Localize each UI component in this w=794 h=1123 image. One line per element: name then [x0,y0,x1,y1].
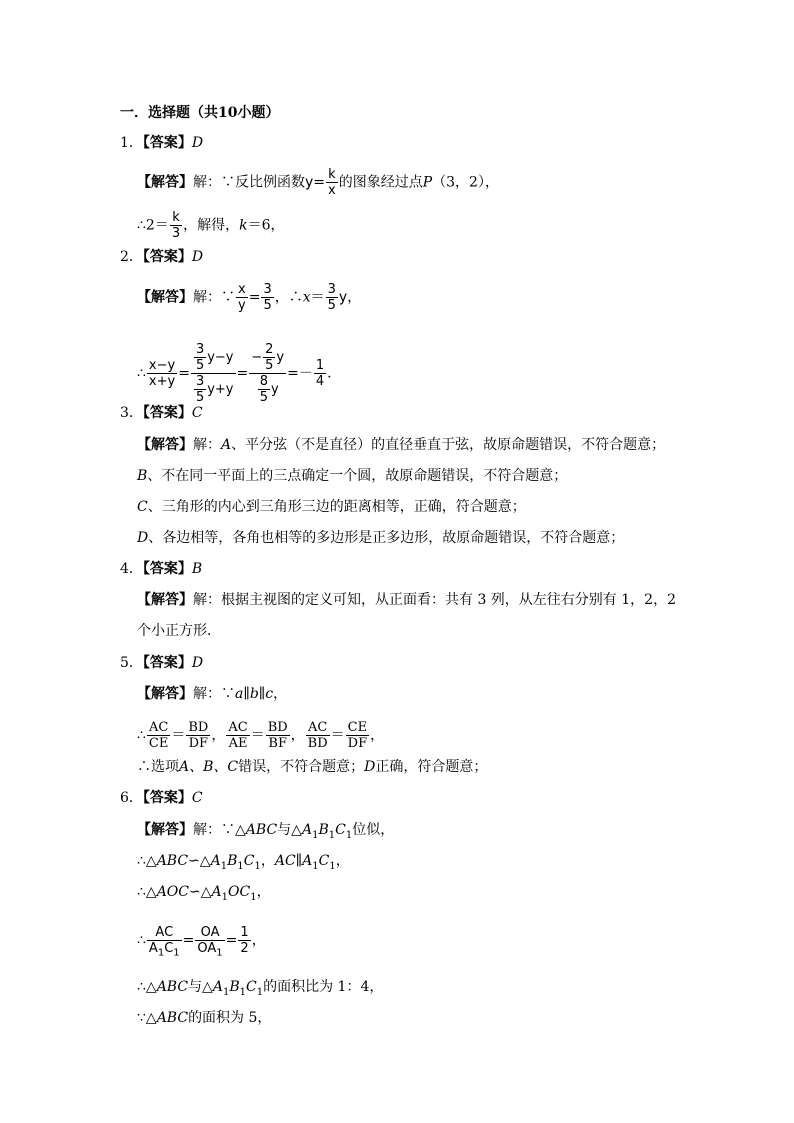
denominator [191,374,236,405]
question-number: 4． [120,561,143,577]
subscript: 1 [312,829,319,841]
numerator: AC [306,720,330,736]
answer-label: 【答案】 [142,405,192,421]
answer-label: 【答案】 [142,790,192,806]
question-3-solution-b [137,466,567,486]
text: ∵△ [137,1010,157,1026]
subscript: 1 [221,891,228,903]
fraction [258,374,270,405]
fraction [236,282,248,313]
numerator: AC [147,925,182,941]
answer-label: 【答案】 [142,135,192,151]
question-2-solution-line-2 [137,342,332,405]
text: 的图象经过点 [338,174,423,191]
vertex: C [246,979,257,995]
answer-value: B [191,561,203,577]
question-6-solution-line-1 [137,820,394,840]
question-3-solution-a [137,435,665,455]
subscript: 1 [329,860,336,872]
fraction [266,720,290,751]
text: 、三角形的内心到三角形三边的距离相等，正确，符合题意； [147,499,526,515]
vertex: C [243,853,255,869]
numerator: BD [188,720,209,735]
numerator: BD [267,720,288,735]
fraction [226,720,249,751]
numerator: 3 [263,282,272,297]
numerator: x [238,282,246,297]
therefore-symbol: ∴ [137,365,146,382]
subscript: 1 [328,829,336,841]
text: 、各边相等，各角也相等的多边形是正多边形，故原命题错误，不符合题意； [148,530,625,546]
denominator: y [238,298,246,313]
subscript: 1 [237,860,244,872]
numerator: OA [195,925,224,941]
equals: = [225,932,238,949]
question-number: 1． [120,135,143,151]
numerator [191,342,236,374]
option-letters: A、B、C [179,759,239,775]
question-6-solution-line-5 [137,977,383,997]
text: ， [335,853,350,869]
answer-value: C [191,405,203,421]
option-letter: D [137,530,149,546]
text: ， [211,727,226,744]
math-text: y= [305,174,326,191]
answer-value: D [191,135,204,151]
similar-symbol: ∽△ [188,853,211,869]
numerator: 1 [240,925,249,940]
denominator: x+y [148,374,176,389]
numerator: k [326,167,338,183]
text: ∴△ [137,853,157,869]
subscript: 1 [216,947,223,959]
minus: − [251,350,263,365]
numerator: 8 [259,374,268,389]
denominator: 5 [263,298,272,313]
subscript: 1 [239,986,247,998]
question-6-solution-line-3 [137,882,271,902]
solution-label: 【解答】 [137,174,193,191]
question-1-solution-line-1 [137,167,499,198]
text: 解：根据主视图的定义可知，从正面看：共有 3 列，从左往右分别有 1，2，2 [193,592,676,608]
question-5-solution-line-1 [137,684,287,704]
text: 解：∵ [193,686,235,702]
solution-label: 【解答】 [137,592,193,608]
question-4-answer-line [120,559,202,579]
text: y [270,382,279,397]
question-number: 2． [120,249,143,265]
expression: a∥b∥c [235,686,274,702]
text: 解： [193,437,221,453]
fraction [314,358,326,389]
text: ， [290,727,305,744]
vertex: A [148,941,158,956]
text: ， [273,686,288,702]
subscript: 1 [173,947,180,959]
question-4-solution-line-2: 个小正方形． [137,623,221,639]
fraction [263,342,275,373]
segment: OA [197,941,217,956]
equals: = [248,289,261,306]
denominator: 2 [240,941,249,956]
equals: ＝ [330,727,345,744]
fraction [238,925,250,956]
equals: = [178,365,190,382]
fraction [261,282,273,313]
text: 正确，符合题意； [375,759,488,775]
denominator [147,941,182,959]
text: . [327,365,332,382]
numerator [249,342,286,374]
text: y [276,350,285,365]
question-1-solution-line-2 [137,210,285,241]
text: ∴△ [137,884,157,900]
vertex: A [301,822,313,838]
text: （3，2）， [432,174,499,191]
question-number: 3． [120,405,143,421]
vertex: C [318,853,330,869]
text: 的面积为 5， [188,1010,272,1026]
denominator: 3 [171,226,181,241]
text: ，∴ [274,289,303,306]
solution-label: 【解答】 [137,686,193,702]
subscript: 1 [222,986,230,998]
denominator: DF [188,736,209,751]
denominator: CE [148,736,169,751]
compound-fraction [191,342,236,405]
numerator: 3 [327,282,336,297]
numerator: AC [228,720,248,735]
point-label: P [422,174,433,191]
triangle-name: AOC [156,884,189,900]
fraction [186,720,210,751]
fraction [194,374,206,405]
question-number: 5． [120,655,143,671]
vertex: C [335,822,346,838]
answer-label: 【答案】 [142,249,192,265]
equals: =－ [287,365,313,382]
text: 位似， [352,822,395,838]
subscript: 1 [256,986,264,998]
triangle-name: ABC [156,853,189,869]
question-3-answer-line [120,403,203,423]
question-5-answer-line [120,653,203,673]
numerator: CE [346,720,369,736]
denominator: x [328,183,336,198]
variable: k [239,217,248,234]
vertex: B [229,979,240,995]
text: 解：∵反比例函数 [193,174,305,191]
denominator: 5 [195,390,205,405]
numerator: k [170,210,182,226]
numerator: 3 [195,342,205,357]
solution-label: 【解答】 [137,437,193,453]
denominator: DF [347,736,368,751]
numerator: AC [147,720,170,736]
therefore-symbol: ∴ [137,932,146,949]
vertex: B [318,822,329,838]
numerator: x−y [148,358,176,373]
option-letter: C [137,499,148,515]
subscript: 1 [250,891,257,903]
question-5-solution-line-2 [137,720,384,751]
text: 解：∵△ [193,822,246,838]
fraction [147,925,182,959]
option-letter: A [221,437,232,453]
subscript: 1 [157,947,165,959]
question-2-solution-line-1 [137,282,361,313]
text: 、不在同一平面上的三点确定一个圆，故原命题错误，不符合题意； [147,468,568,484]
vertex: C [164,941,174,956]
triangle-name: ABC [156,979,189,995]
denominator [249,374,286,405]
option-letter: B [137,468,148,484]
denominator: 5 [195,358,205,373]
answer-value: D [191,249,204,265]
fraction [326,282,338,313]
answer-label: 【答案】 [142,655,192,671]
vertex: A [212,979,223,995]
fraction [194,342,206,373]
denominator: 4 [315,374,325,389]
question-number: 6． [120,790,143,806]
subscript: 1 [312,860,319,872]
question-3-solution-d [137,528,624,548]
equals: = [236,365,249,382]
text: 与△ [277,822,302,838]
denominator: BF [268,736,287,751]
fraction [195,925,224,959]
option-letter: D [364,759,376,775]
denominator: BD [307,736,328,751]
question-6-solution-line-6 [137,1008,271,1028]
equals: ＝ [250,727,265,744]
fraction [147,720,170,751]
numerator: 1 [315,358,325,373]
denominator: 5 [259,390,268,405]
denominator: 5 [265,358,274,373]
vertex: A [211,884,222,900]
denominator [195,941,224,959]
question-4-solution-line-1 [137,590,676,610]
question-2-answer-line [120,247,203,267]
subscript: 1 [220,860,228,872]
question-6-answer-line [120,788,203,808]
vertex: B [227,853,238,869]
vertex: A [210,853,221,869]
text: 、平分弦（不是直径）的直径垂直于弦，故原命题错误，不符合题意； [231,437,666,453]
numerator: 3 [195,374,205,389]
subscript: 1 [254,860,261,872]
variable: x [302,289,311,306]
numerator: 2 [265,342,274,357]
solution-label: 【解答】 [137,822,193,838]
text: y+y [207,382,234,397]
text: ， [256,884,271,900]
fraction [346,720,369,751]
similar-symbol: ∽△ [189,884,212,900]
text: ∴选项 [137,759,179,775]
equals: ＝ [171,727,186,744]
solution-label: 【解答】 [137,289,193,306]
question-1-answer-line [120,133,203,153]
text: y−y [207,350,234,365]
text: 的面积比为 1：4， [263,979,384,995]
therefore-symbol: ∴ [137,727,146,744]
segment: AC [274,853,296,869]
text: y， [338,289,362,306]
question-3-solution-c [137,497,526,517]
denominator: 5 [327,298,336,313]
text: ， [370,727,385,744]
question-5-solution-line-3 [137,757,487,777]
fraction [306,720,330,751]
fraction [326,167,338,198]
answer-value: C [191,790,203,806]
fraction [170,210,182,241]
compound-fraction [249,342,286,405]
text: 错误，不符合题意； [238,759,365,775]
denominator: AE [228,736,248,751]
triangle-name: ABC [156,1010,189,1026]
text: ， [260,853,275,869]
text: ＝6， [247,217,285,234]
equals: = [182,932,195,949]
text: 与△ [188,979,213,995]
text: ，解得， [183,217,240,234]
text: ∴2＝ [137,217,169,234]
question-6-solution-line-2 [137,851,350,871]
answer-label: 【答案】 [142,561,192,577]
parallel-symbol: ∥ [295,853,303,869]
answer-value: D [191,655,204,671]
fraction [147,358,177,389]
text: ∴△ [137,979,157,995]
equals: ＝ [310,289,325,306]
vertex: OC [228,884,251,900]
triangle-name: ABC [245,822,278,838]
vertex: A [302,853,313,869]
section-title: 一．选择题（共10小题） [120,105,280,121]
subscript: 1 [345,829,353,841]
text: ， [251,932,266,949]
text: 解：∵ [193,289,235,306]
question-6-solution-line-4 [137,925,266,959]
